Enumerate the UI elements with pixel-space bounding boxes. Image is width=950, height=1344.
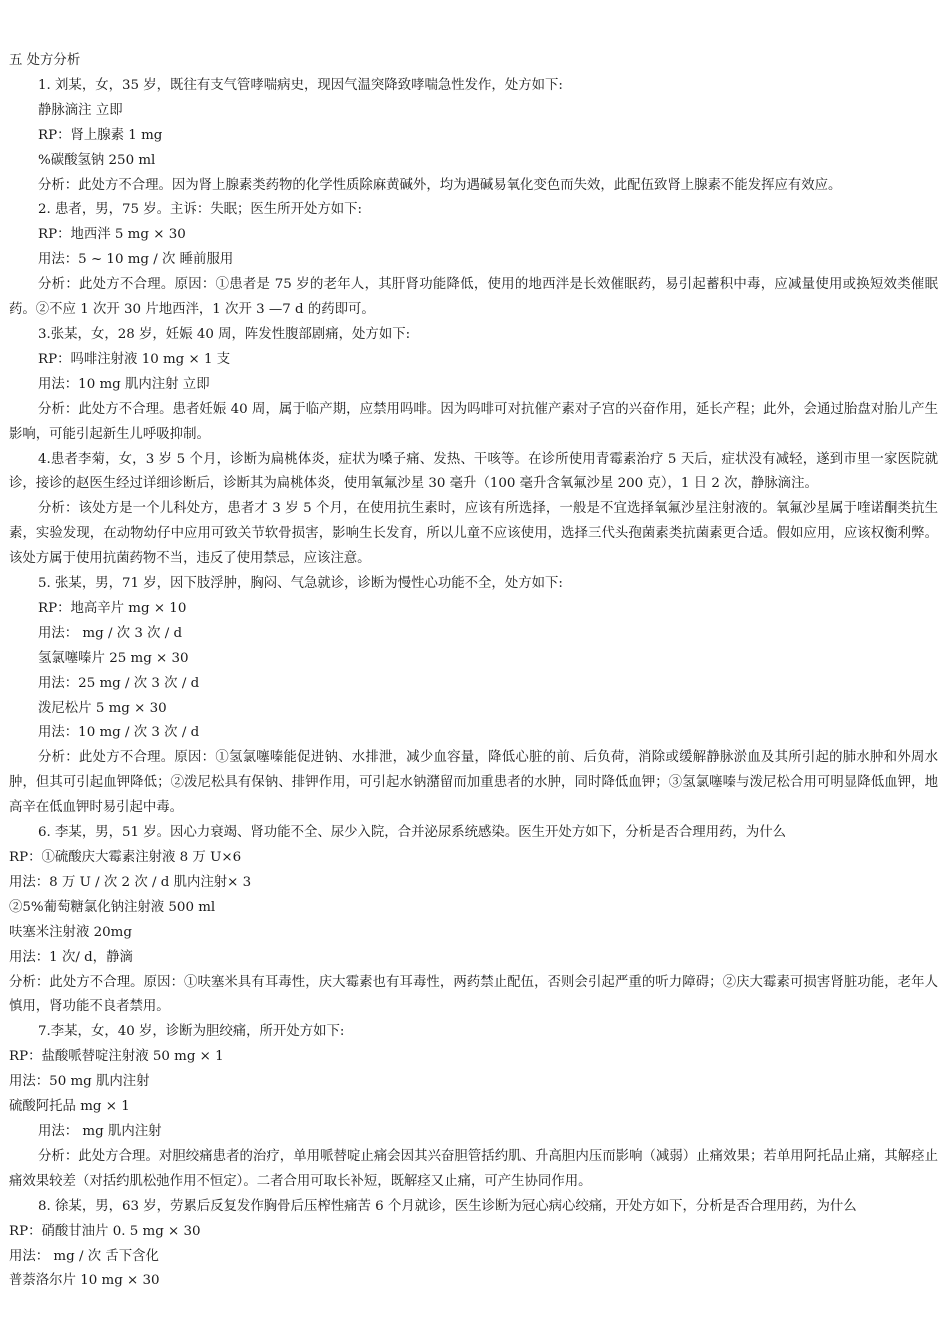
text-line: 氢氯噻嗪片 25 mg × 30 [38,650,189,666]
text-line: RP：硝酸甘油片 0. 5 mg × 30 [9,1223,201,1239]
text-line: %碳酸氢钠 250 ml [38,152,156,168]
text-line: 用法：1 次/ d，静滴 [9,949,133,965]
text-line: 3.张某，女，28 岁，妊娠 40 周，阵发性腹部剧痛，处方如下: [38,326,411,342]
text-line: 用法：50 mg 肌内注射 [9,1074,150,1090]
text-line: 分析：此处方不合理。原因：①氢氯噻嗪能促进钠、水排泄，减少血容量，降低心脏的前、后负荷，消除或缓解静脉淤血及其所引起的肺水肿和外周水肿，但其可引起血钾降低；②泼尼松具有保钠、排钾作用，可引起水钠潴留而加重患者的水肿，同时降低血钾；③氢氯噻嗪与泼尼松合用可明显降低血钾，地高辛在低血钾时易引起中毒。 [9,750,938,816]
text-line: 2. 患者，男，75 岁。主诉：失眠；医生所开处方如下: [38,202,363,218]
text-line: 分析：此处方不合理。原因：①呋塞米具有耳毒性，庆大霉素也有耳毒性，两药禁止配伍，否则会引起严重的听力障碍；②庆大霉素可损害肾脏功能，老年人慎用，肾功能不良者禁用。 [9,974,938,1015]
text-line: 呋塞米注射液 20mg [9,924,132,940]
text-line: 8. 徐某，男，63 岁，劳累后反复发作胸骨后压榨性痛苦 6 个月就诊，医生诊断为冠心病心绞痛，开处方如下，分析是否合理用药，为什么 [38,1198,857,1214]
text-line: 7.李某，女，40 岁，诊断为胆绞痛，所开处方如下: [38,1024,345,1040]
text-line: 分析：此处方不合理。患者妊娠 40 周，属于临产期，应禁用吗啡。因为吗啡可对抗催产素对子宫的兴奋作用，延长产程；此外，会通过胎盘对胎儿产生影响，可能引起新生儿呼吸抑制。 [9,401,938,442]
text-line: 用法：10 mg / 次 3 次 / d [38,725,200,741]
text-line: 用法： mg / 次 3 次 / d [38,625,183,641]
text-line: 4.患者李菊，女，3 岁 5 个月，诊断为扁桃体炎，症状为嗓子痛、发热、干咳等。在诊所使用青霉素治疗 5 天后，症状没有减轻，遂到市里一家医院就诊，接诊的赵医生经过详细诊断后，诊断其为扁桃体炎，使用氧氟沙星 30 毫升（100 毫升含氧氟沙星 200 克），1 日 2 次，静脉滴注。 [9,451,938,492]
text-line: 6. 李某，男，51 岁。因心力衰竭、肾功能不全、尿少入院，合并泌尿系统感染。医生开处方如下，分析是否合理用药，为什么 [38,825,787,841]
text-line: RP：盐酸哌替啶注射液 50 mg × 1 [9,1049,224,1065]
section-title: 五 处方分析 [9,53,81,68]
text-line: RP：地西泮 5 mg × 30 [38,227,186,243]
text-line: 1. 刘某，女，35 岁，既往有支气管哮喘病史，现因气温突降致哮喘急性发作，处方如下: [38,77,563,93]
text-line: 用法：8 万 U / 次 2 次 / d 肌内注射× 3 [9,874,252,890]
text-line: 分析：该处方是一个儿科处方，患者才 3 岁 5 个月，在使用抗生素时，应该有所选择，一般是不宜选择氧氟沙星注射液的。氧氟沙星属于喹诺酮类抗生素，实验发现，在动物幼仔中应用可致关节软骨损害，影响生长发育，所以儿童不应该使用，选择三代头孢菌素类抗菌素更合适。假如应用，应该权衡利弊。该处方属于使用抗菌药物不当，违反了使用禁忌，应该注意。 [9,501,938,567]
text-line: 分析：此处方不合理。原因：①患者是 75 岁的老年人，其肝肾功能降低，使用的地西泮是长效催眠药，易引起蓄积中毒，应减量使用或换短效类催眠药。②不应 1 次开 30 片地西泮，1 次开 3 —7 d 的药即可。 [9,277,938,318]
text-line: 用法： mg / 次 舌下含化 [9,1248,159,1264]
text-line: 用法：10 mg 肌内注射 立即 [38,376,210,392]
text-line: 分析：此处方不合理。因为肾上腺素类药物的化学性质除麻黄碱外，均为遇碱易氧化变色而失效，此配伍致肾上腺素不能发挥应有效应。 [38,177,842,193]
text-line: 用法： mg 肌内注射 [38,1123,162,1139]
text-line: 用法：5 ~ 10 mg / 次 睡前服用 [38,252,234,268]
text-line: RP：肾上腺素 1 mg [38,127,163,143]
text-line: 5. 张某，男，71 岁，因下肢浮肿，胸闷、气急就诊，诊断为慢性心功能不全，处方如下: [38,576,563,592]
text-line: RP：吗啡注射液 10 mg × 1 支 [38,351,231,367]
text-line: 普萘洛尔片 10 mg × 30 [9,1273,160,1289]
text-line: RP：地高辛片 mg × 10 [38,600,187,616]
text-line: 用法：25 mg / 次 3 次 / d [38,675,200,691]
text-line: 静脉滴注 立即 [38,102,123,118]
text-line: 分析：此处方合理。对胆绞痛患者的治疗，单用哌替啶止痛会因其兴奋胆管括约肌、升高胆内压而影响（减弱）止痛效果；若单用阿托品止痛，其解痉止痛效果较差（对括约肌松弛作用不恒定）。二者合用可取长补短，既解痉又止痛，可产生协同作用。 [9,1148,938,1189]
text-line: 泼尼松片 5 mg × 30 [38,700,167,716]
text-line: ②5%葡萄糖氯化钠注射液 500 ml [9,899,216,915]
text-line: RP：①硫酸庆大霉素注射液 8 万 U×6 [9,850,242,865]
text-line: 硫酸阿托品 mg × 1 [9,1099,130,1115]
